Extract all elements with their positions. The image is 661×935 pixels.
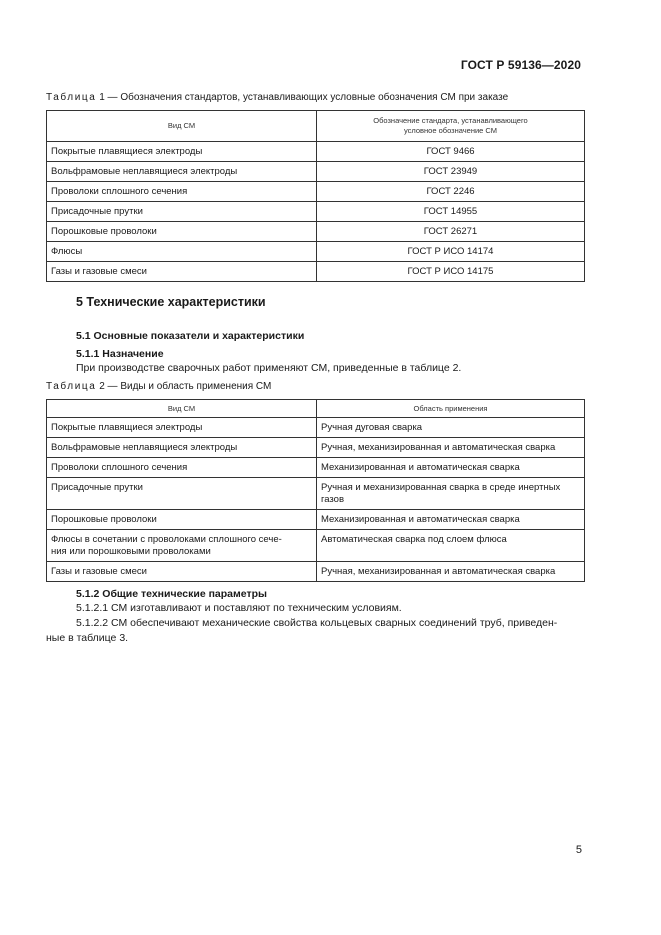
table2-col-application-header: Область применения <box>317 400 585 418</box>
table2-application-text: Автоматическая сварка под слоем флюса <box>321 534 507 545</box>
table-row <box>47 418 585 438</box>
table2-type-cell <box>47 562 317 582</box>
section-5-title: 5 Технические характеристики <box>76 295 266 309</box>
table2-type-text: Проволоки сплошного сечения <box>51 461 188 473</box>
table2-application-text: Ручная, механизированная и автоматическая сварка <box>321 441 556 453</box>
table-row <box>47 262 585 282</box>
table1-standard-cell: ГОСТ 2246 <box>317 182 585 202</box>
table-row <box>47 202 585 222</box>
table1-type-cell: Газы и газовые смеси <box>47 262 317 282</box>
section-5-1-2-2-text-line1: 5.1.2.2 СМ обеспечивают механические свойства кольцевых сварных соединений труб, приведен- <box>76 617 558 629</box>
table2 <box>46 399 585 582</box>
table1-caption-text: 1 — Обозначения стандартов, устанавливающих условные обозначения СМ при заказе <box>96 92 509 103</box>
table2-col-type-header: Вид СМ <box>47 400 317 418</box>
table-row <box>47 562 585 582</box>
table1-standard-cell: ГОСТ 23949 <box>317 162 585 182</box>
page-number: 5 <box>575 844 582 856</box>
section-5-1-2-1-text: 5.1.2.1 СМ изготавливают и поставляют по техническим условиям. <box>76 602 402 614</box>
table-row <box>47 458 585 478</box>
table2-type-text: Покрытые плавящиеся электроды <box>51 421 203 433</box>
table2-application-text-line1: Ручная и механизированная сварка в среде инертных <box>321 482 561 493</box>
table1-type-cell: Проволоки сплошного сечения <box>47 182 317 202</box>
table1-standard-cell: ГОСТ 14955 <box>317 202 585 222</box>
table2-type-cell <box>47 530 317 562</box>
table2-type-cell <box>47 458 317 478</box>
table1-standard-cell: ГОСТ Р ИСО 14175 <box>317 262 585 282</box>
table-row <box>47 222 585 242</box>
table1-type-cell: Присадочные прутки <box>47 202 317 222</box>
table2-caption-prefix: Таблица <box>46 381 97 392</box>
section-5-1-1-text: При производстве сварочных работ применяют СМ, приведенные в таблице 2. <box>76 362 462 374</box>
table1-type-cell: Флюсы <box>47 242 317 262</box>
table2-type-text: Присадочные прутки <box>51 482 143 493</box>
section-5-1-title: 5.1 Основные показатели и характеристики <box>76 330 305 342</box>
table2-caption <box>46 381 271 392</box>
table-row <box>47 162 585 182</box>
table2-type-text-line1: Флюсы в сочетании с проволоками сплошного сече- <box>51 534 282 545</box>
table1-type-cell: Порошковые проволоки <box>47 222 317 242</box>
table2-application-cell <box>317 418 585 438</box>
table-row <box>47 142 585 162</box>
table2-type-cell <box>47 478 317 510</box>
table1-col-standard-header-line1: Обозначение стандарта, устанавливающего <box>373 116 528 125</box>
table-row <box>47 530 585 562</box>
table1-standard-cell: ГОСТ 9466 <box>317 142 585 162</box>
table1-caption <box>46 92 508 103</box>
table2-application-text-line2: газов <box>321 494 345 505</box>
table2-type-cell <box>47 418 317 438</box>
table1-col-type-header: Вид СМ <box>47 111 317 142</box>
table2-type-text: Газы и газовые смеси <box>51 565 147 577</box>
table2-application-text: Механизированная и автоматическая сварка <box>321 513 520 525</box>
table1-standard-cell: ГОСТ Р ИСО 14174 <box>317 242 585 262</box>
table1-caption-prefix: Таблица <box>46 92 97 103</box>
table2-type-text: Вольфрамовые неплавящиеся электроды <box>51 441 238 453</box>
table2-application-cell <box>317 478 585 510</box>
table1-header-row <box>47 111 585 142</box>
section-5-1-1-title: 5.1.1 Назначение <box>76 348 164 360</box>
table2-caption-text: 2 — Виды и область применения СМ <box>96 381 272 392</box>
table1-col-standard-header-line2: условное обозначение СМ <box>404 126 497 135</box>
table2-application-cell <box>317 510 585 530</box>
table-row <box>47 478 585 510</box>
table1-col-standard-header <box>317 111 585 142</box>
section-5-1-2-2-text-line2: ные в таблице 3. <box>46 632 129 644</box>
table2-application-cell <box>317 530 585 562</box>
table1-standard-cell: ГОСТ 26271 <box>317 222 585 242</box>
table2-application-cell <box>317 562 585 582</box>
table2-type-text: Порошковые проволоки <box>51 513 157 525</box>
table2-header-row <box>47 400 585 418</box>
table2-type-text-line2: ния или порошковыми проволоками <box>51 546 211 557</box>
table2-application-cell <box>317 458 585 478</box>
table2-type-cell <box>47 510 317 530</box>
table1-type-cell: Покрытые плавящиеся электроды <box>47 142 317 162</box>
table2-application-text: Ручная дуговая сварка <box>321 421 423 433</box>
table2-application-text: Ручная, механизированная и автоматическая сварка <box>321 565 556 577</box>
table2-application-cell <box>317 438 585 458</box>
section-5-1-2-title: 5.1.2 Общие технические параметры <box>76 588 268 600</box>
table2-type-cell <box>47 438 317 458</box>
table-row <box>47 510 585 530</box>
table2-application-text: Механизированная и автоматическая сварка <box>321 461 520 473</box>
table-row <box>47 438 585 458</box>
document-code: ГОСТ Р 59136—2020 <box>460 58 581 72</box>
table1 <box>46 110 585 282</box>
table1-type-cell: Вольфрамовые неплавящиеся электроды <box>47 162 317 182</box>
table-row <box>47 182 585 202</box>
table-row <box>47 242 585 262</box>
